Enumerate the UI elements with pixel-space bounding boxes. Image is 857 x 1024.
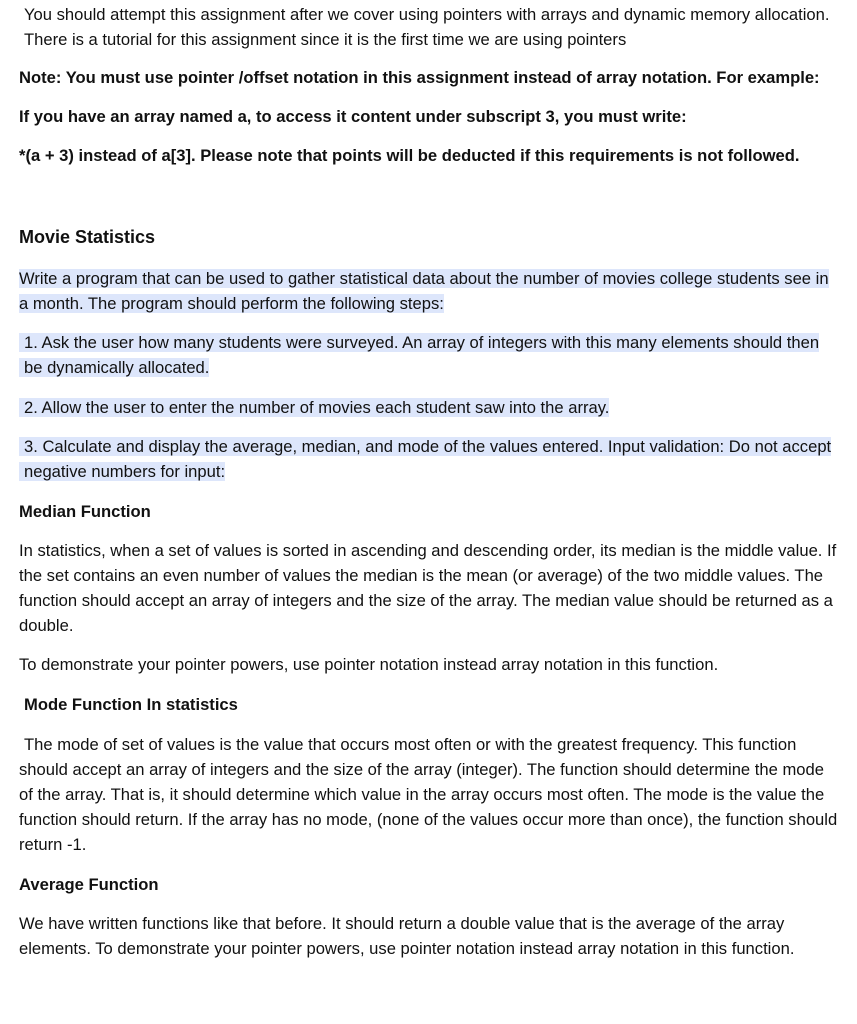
note-line-1 xyxy=(19,65,839,90)
step-1 xyxy=(19,330,839,380)
median-body-text: In statistics, when a set of values is sorted in ascending and descending order, its median is the middle value. If the set contains an even number of values the median is the mean (or average) of the two middle values. The function should accept an array of integers and the size of the array. The median value should be returned as a double. xyxy=(19,541,837,635)
note2-text: If you have an array named a, to access it content under subscript 3, you must write: xyxy=(19,107,687,126)
step-3-text: 3. Calculate and display the average, median, and mode of the values entered. Input validation: Do not accept negative numbers for input: xyxy=(19,437,831,481)
average-body-text: We have written functions like that before. It should return a double value that is the average of the array elements. To demonstrate your pointer powers, use pointer notation instead array notation in this function. xyxy=(19,914,795,958)
note-line-3 xyxy=(19,143,839,168)
average-function-heading xyxy=(19,872,839,897)
note-line-2 xyxy=(19,104,839,129)
mode-function-body xyxy=(19,732,839,857)
mode-function-heading xyxy=(19,692,839,717)
step-1-text: 1. Ask the user how many students were surveyed. An array of integers with this many elements should then be dynamically allocated. xyxy=(19,333,819,377)
description-text: Write a program that can be used to gather statistical data about the number of movies college students see in a month. The program should perform the following steps: xyxy=(19,269,829,313)
note1-text: Note: You must use pointer /offset notation in this assignment instead of array notation. For example: xyxy=(19,68,820,87)
step-3 xyxy=(19,434,839,484)
median-function-body xyxy=(19,538,839,638)
median-pointer-note xyxy=(19,652,839,677)
average-function-body xyxy=(19,911,839,961)
section-title-movie-statistics xyxy=(19,225,839,250)
intro-paragraph xyxy=(19,2,839,52)
average-title: Average Function xyxy=(19,875,159,894)
mode-title: Mode Function In statistics xyxy=(24,695,238,714)
median-function-heading xyxy=(19,499,839,524)
median-pointer-note-text: To demonstrate your pointer powers, use pointer notation instead array notation in this function. xyxy=(19,655,719,674)
median-title: Median Function xyxy=(19,502,151,521)
movie-statistics-title: Movie Statistics xyxy=(19,227,156,247)
note3-text: *(a + 3) instead of a[3]. Please note that points will be deducted if this requirements is not followed. xyxy=(19,146,800,165)
movie-statistics-description xyxy=(19,266,839,316)
mode-body-text: The mode of set of values is the value that occurs most often or with the greatest frequency. This function should accept an array of integers and the size of the array (integer). The function should determine the mode of the array. That is, it should determine which value in the array occurs most often. The mode is the value the function should return. If the array has no mode, (none of the values occur more than once), the function should return -1. xyxy=(19,735,838,854)
intro-text: You should attempt this assignment after we cover using pointers with arrays and dynamic memory allocation. There is a tutorial for this assignment since it is the first time we are using pointers xyxy=(24,5,830,49)
step-2-text: 2. Allow the user to enter the number of movies each student saw into the array. xyxy=(19,398,609,417)
step-2 xyxy=(19,395,839,420)
